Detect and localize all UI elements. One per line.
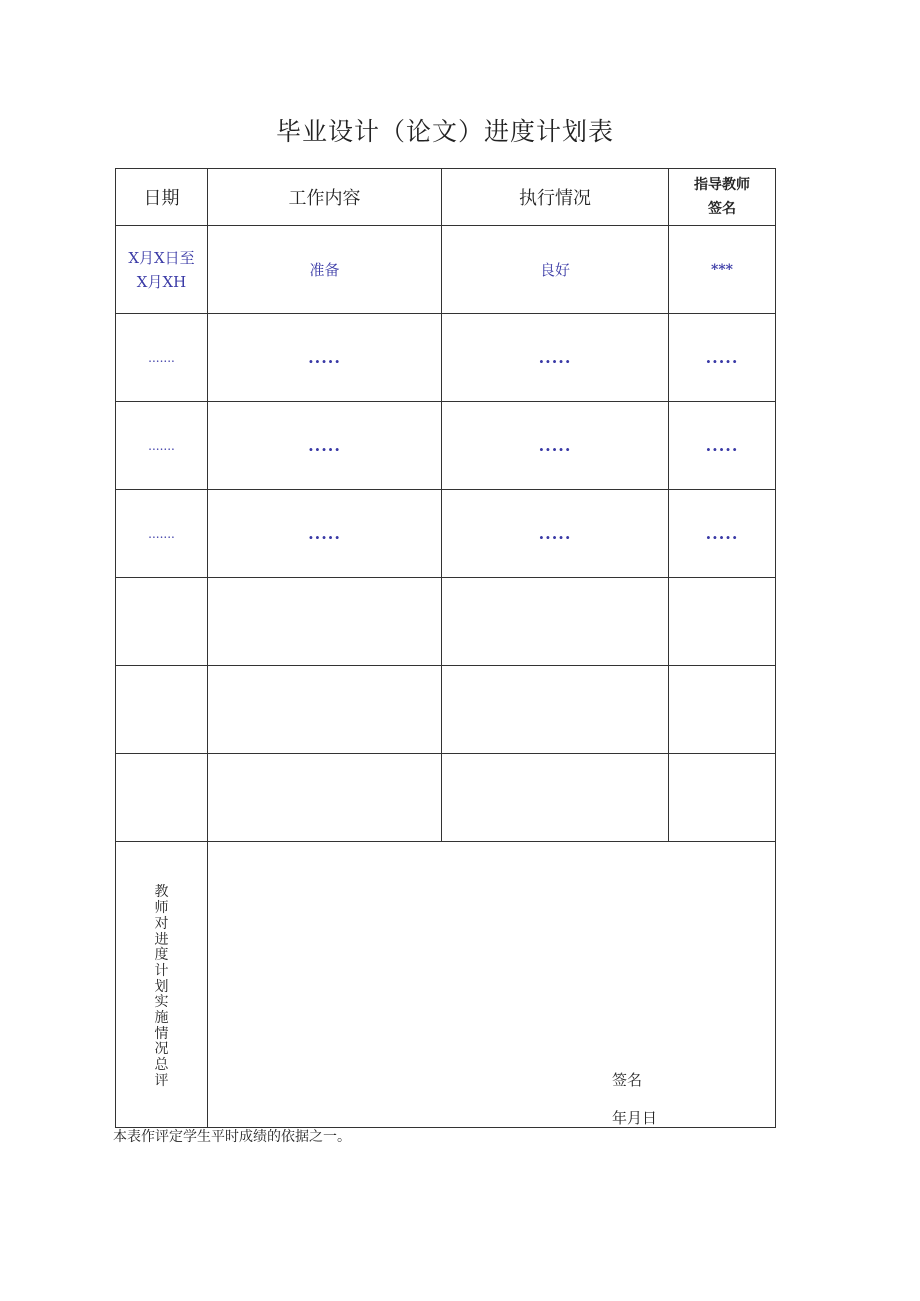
- summary-row: [116, 842, 776, 1128]
- row-status-cell[interactable]: .....: [442, 314, 669, 402]
- header-teacher-line2: 签名: [708, 201, 736, 217]
- table-header-row: [116, 169, 776, 226]
- row-date-cell[interactable]: [116, 578, 208, 666]
- date-label: 年月日: [612, 1109, 658, 1127]
- row-work-cell[interactable]: .....: [208, 490, 442, 578]
- row-teacher-cell[interactable]: [669, 666, 776, 754]
- row-date-line2: X月XH: [136, 272, 187, 291]
- row-work-cell[interactable]: [208, 578, 442, 666]
- row-work-cell[interactable]: .....: [208, 314, 442, 402]
- row-status-cell[interactable]: .....: [442, 490, 669, 578]
- table-row: [116, 402, 776, 490]
- row-work-cell[interactable]: [208, 666, 442, 754]
- row-teacher-cell[interactable]: .....: [669, 490, 776, 578]
- table-row: [116, 754, 776, 842]
- signature-label: 签名: [612, 1071, 643, 1089]
- row-work-cell[interactable]: 准备: [208, 226, 442, 314]
- row-date-cell[interactable]: [116, 226, 208, 314]
- row-date-cell[interactable]: .......: [116, 490, 208, 578]
- header-teacher-line1: 指导教师: [694, 177, 750, 193]
- row-date-cell[interactable]: .......: [116, 402, 208, 490]
- row-teacher-cell[interactable]: [669, 754, 776, 842]
- row-status-cell[interactable]: [442, 666, 669, 754]
- table-row: [116, 666, 776, 754]
- table-row: [116, 314, 776, 402]
- row-date-cell[interactable]: [116, 666, 208, 754]
- row-work-cell[interactable]: .....: [208, 402, 442, 490]
- header-work-content: 工作内容: [208, 169, 442, 226]
- progress-plan-table: [115, 168, 776, 1128]
- table-row: [116, 578, 776, 666]
- row-teacher-cell[interactable]: .....: [669, 402, 776, 490]
- row-date-cell[interactable]: .......: [116, 314, 208, 402]
- summary-label-cell: [116, 842, 208, 1128]
- row-date-cell[interactable]: [116, 754, 208, 842]
- table-row: [116, 490, 776, 578]
- row-teacher-cell[interactable]: ***: [669, 226, 776, 314]
- page-title: 毕业设计（论文）进度计划表: [275, 117, 614, 146]
- table-row: [116, 226, 776, 314]
- footnote: 本表作评定学生平时成绩的依据之一。: [113, 1129, 351, 1145]
- summary-comment-area[interactable]: [208, 842, 776, 1128]
- row-date-line1: X月X日至: [128, 248, 195, 267]
- header-date: 日期: [116, 169, 208, 226]
- summary-label: 教师对进度计划实施情况总评: [154, 884, 169, 1089]
- row-status-cell[interactable]: .....: [442, 402, 669, 490]
- row-status-cell[interactable]: [442, 578, 669, 666]
- row-status-cell[interactable]: [442, 754, 669, 842]
- header-teacher-signature: [669, 169, 776, 226]
- row-work-cell[interactable]: [208, 754, 442, 842]
- row-status-cell[interactable]: 良好: [442, 226, 669, 314]
- header-execution-status: 执行情况: [442, 169, 669, 226]
- row-teacher-cell[interactable]: .....: [669, 314, 776, 402]
- row-teacher-cell[interactable]: [669, 578, 776, 666]
